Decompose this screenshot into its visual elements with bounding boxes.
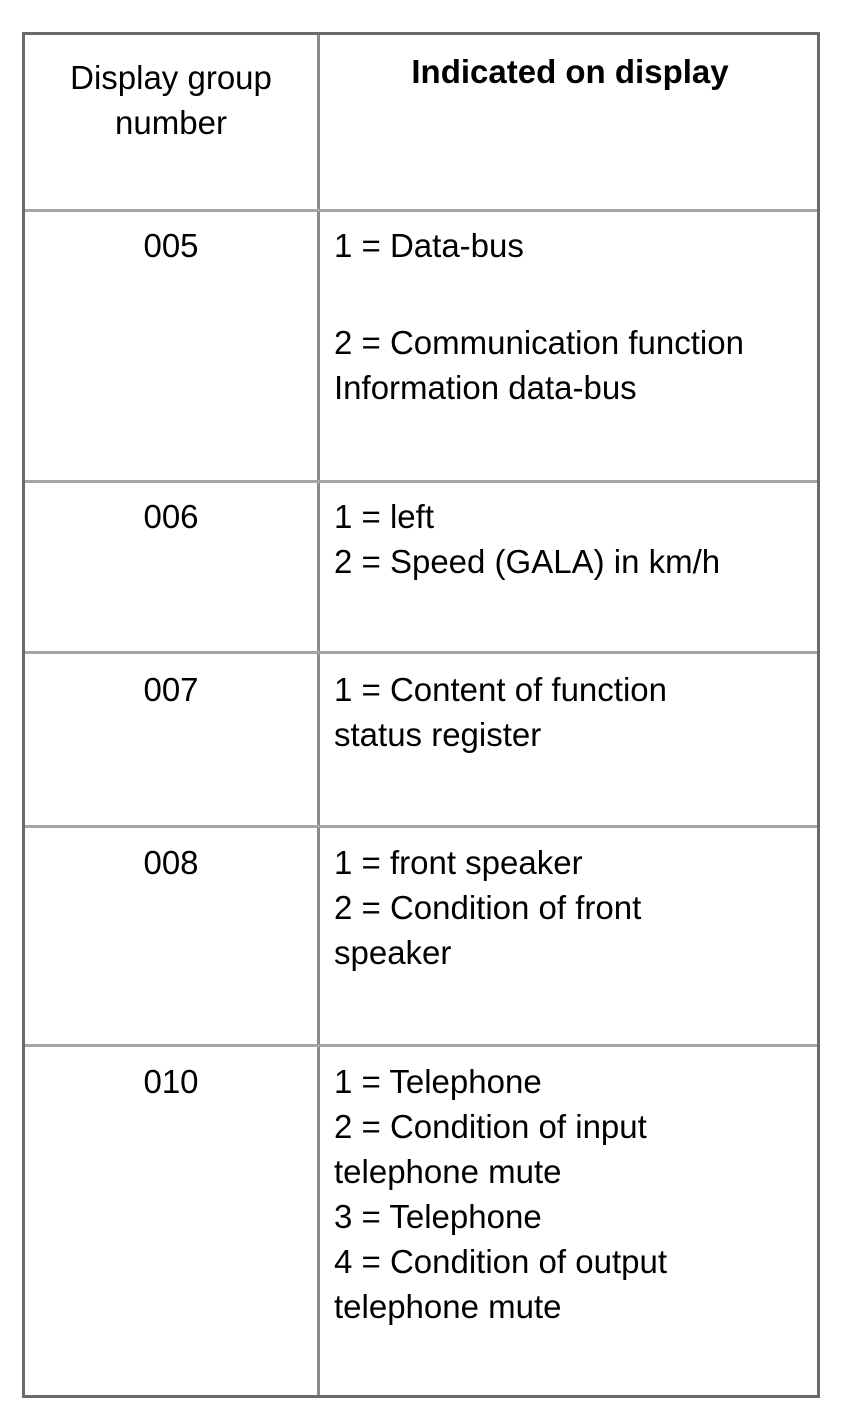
indicated-line: 1 = Data-bus <box>334 227 524 264</box>
indicated-cell <box>334 1059 814 1329</box>
display-group-table <box>22 32 820 1398</box>
indicated-line: 1 = Content of function <box>334 671 667 708</box>
group-number-cell: 010 <box>143 1063 199 1100</box>
indicated-line: 2 = Condition of input <box>334 1108 647 1145</box>
group-number-cell: 005 <box>143 227 199 264</box>
indicated-line: telephone mute <box>334 1288 562 1325</box>
row-divider <box>25 651 817 654</box>
indicated-cell <box>334 223 814 410</box>
row-divider <box>25 480 817 483</box>
indicated-line: 1 = left <box>334 498 434 535</box>
indicated-cell <box>334 667 814 757</box>
indicated-cell <box>334 494 814 584</box>
indicated-line: 4 = Condition of output <box>334 1243 667 1280</box>
header-display-group-number <box>25 55 317 145</box>
header-indicated-on-display: Indicated on display <box>411 53 729 90</box>
indicated-line: telephone mute <box>334 1153 562 1190</box>
header-text-line: Display group <box>70 59 272 96</box>
indicated-line: Information data-bus <box>334 369 637 406</box>
header-row-divider <box>25 209 817 212</box>
indicated-line: 2 = Condition of front <box>334 889 642 926</box>
indicated-line: 2 = Speed (GALA) in km/h <box>334 543 721 580</box>
indicated-line: status register <box>334 716 542 753</box>
indicated-line: 2 = Communication function <box>334 324 744 361</box>
row-divider <box>25 825 817 828</box>
indicated-line: speaker <box>334 934 452 971</box>
row-divider <box>25 1044 817 1047</box>
indicated-line: 1 = front speaker <box>334 844 583 881</box>
column-divider <box>317 35 320 1395</box>
header-text-line: number <box>115 104 227 141</box>
indicated-cell <box>334 840 814 975</box>
group-number-cell: 008 <box>143 844 199 881</box>
indicated-line: 1 = Telephone <box>334 1063 542 1100</box>
indicated-line: 3 = Telephone <box>334 1198 542 1235</box>
group-number-cell: 006 <box>143 498 199 535</box>
group-number-cell: 007 <box>143 671 199 708</box>
